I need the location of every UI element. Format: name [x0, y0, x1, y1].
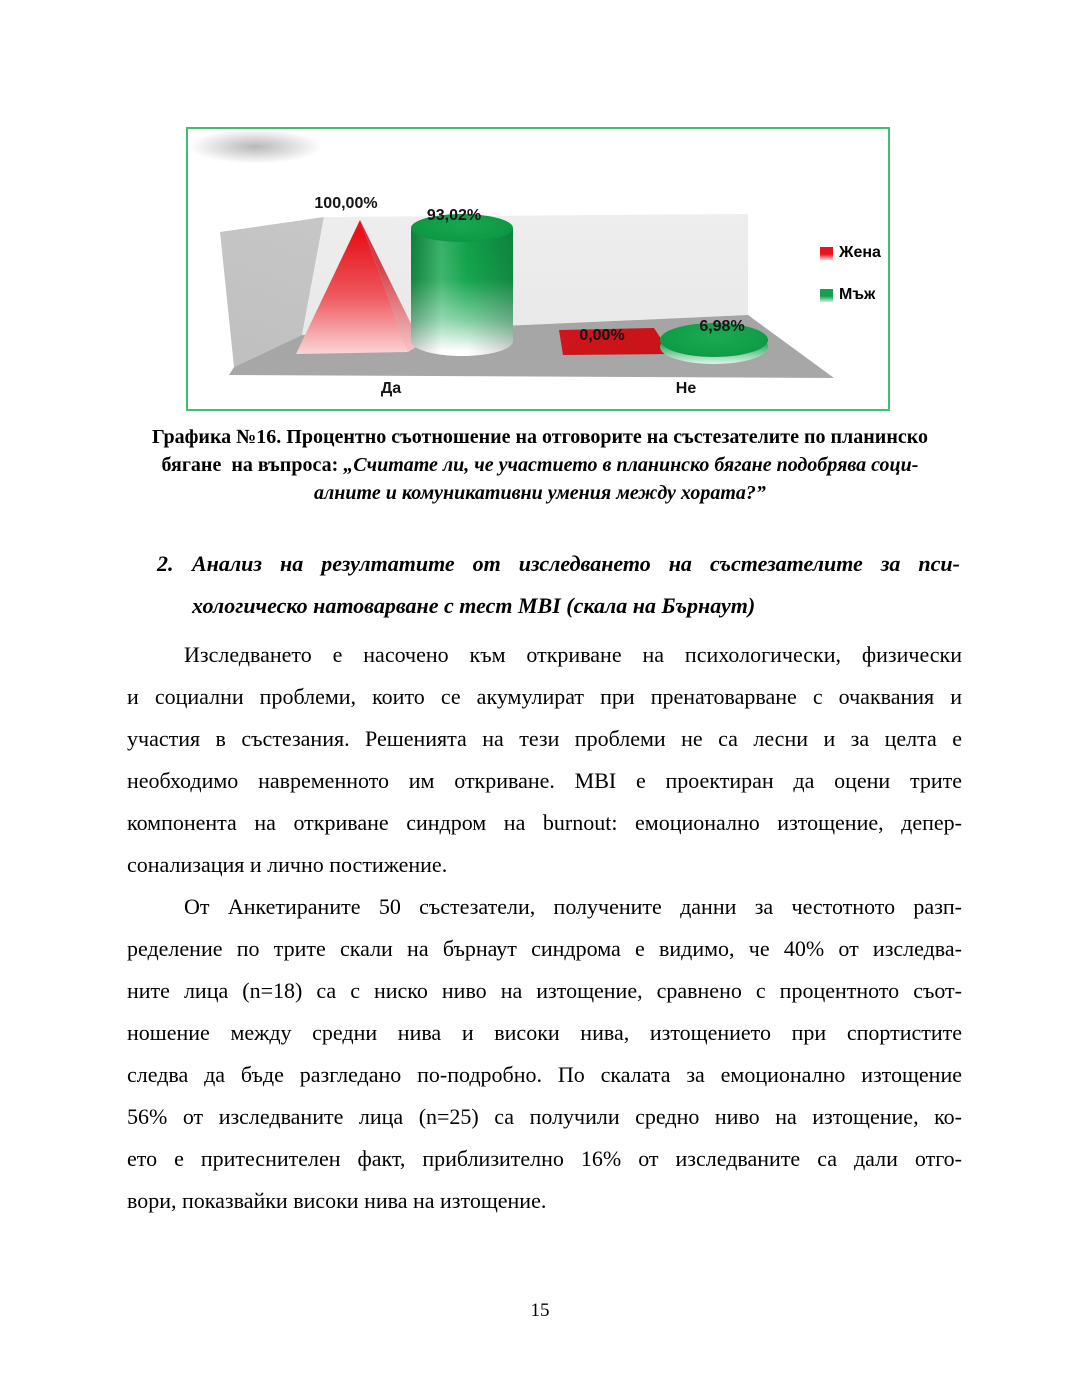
text-line: следва да бъде разгледано по-подробно. По скалата за емоционално изтощение: [127, 1062, 962, 1087]
text-line: ношение между средни нива и високи нива, изтощението при спортистите: [127, 1020, 962, 1045]
text-line: Изследването е насочено към откриване на психологически, физически: [184, 642, 962, 667]
text-line: ределение по трите скали на бърнаут синдрома е видимо, че 40% от изследва-: [127, 936, 962, 961]
caption-line: [112, 423, 968, 451]
section-heading: [157, 543, 960, 627]
value-label-no-female: 0,00%: [579, 327, 625, 344]
value-label-yes-male: 93,02%: [426, 207, 482, 224]
cylinder-shadow: [188, 129, 323, 164]
heading-line: хологическо натоварване с тест MBI (скала на Бърнаут): [192, 593, 756, 618]
legend-swatch-male-icon: [820, 289, 833, 302]
legend-item-female: [820, 244, 881, 262]
category-label-no: Не: [675, 380, 697, 397]
text-line: необходимо навременното им откриване. MBI е проектиран да оцени трите: [127, 768, 962, 793]
value-label-yes-female: 100,00%: [314, 195, 378, 212]
legend-swatch-female-icon: [820, 247, 833, 260]
text-line: компонента на откриване синдром на burnout: емоционално изтощение, депер-: [127, 810, 962, 835]
legend-label-female: Жена: [839, 244, 881, 261]
chart-legend: [820, 244, 881, 304]
paragraph-1: [127, 634, 962, 886]
text-line: ните лица (n=18) са с ниско ниво на изтощение, сравнено с процентното съот-: [127, 978, 962, 1003]
cylinder-body-yes-male: [411, 228, 513, 356]
text-line: участия в състезания. Решенията на тези проблеми не са лесни и за целта е: [127, 726, 962, 751]
caption-line: [112, 479, 968, 507]
paragraph-2: [127, 886, 962, 1222]
body-text: [127, 634, 962, 1222]
caption-quote-text: алните и комуникативни умения между хората?”: [314, 482, 766, 504]
caption-quote-text: „Считате ли, че участието в планинско бягане подобрява соци-: [343, 454, 919, 476]
text-line: От Анкетираните 50 състезатели, получените данни за честотното разп-: [184, 894, 962, 919]
text-line: и социални проблеми, които се акумулират при пренатоварване с очаквания и: [127, 684, 962, 709]
caption-line: [112, 451, 968, 479]
caption-text: бягане на въпроса:: [161, 454, 344, 476]
caption-text: Графика №16. Процентно съотношение на отговорите на състезателите по планинско: [152, 426, 928, 448]
heading-line: Анализ на резултатите от изследването на състезателите за пси-: [192, 551, 960, 576]
text-line: сонализация и лично постижение.: [127, 852, 448, 877]
text-line: ето е притеснителен факт, приблизително 16% от изследваните са дали отго-: [127, 1146, 962, 1171]
figure-chart-16: [186, 127, 890, 411]
category-label-yes: Да: [380, 380, 402, 397]
page-number: 15: [530, 1300, 550, 1321]
text-line: вори, показвайки високи нива на изтощение.: [127, 1188, 547, 1213]
section-title: [192, 543, 960, 627]
legend-label-male: Мъж: [839, 286, 876, 303]
text-line: 56% от изследваните лица (n=25) са получили средно ниво на изтощение, ко-: [127, 1104, 962, 1129]
value-label-no-male: 6,98%: [699, 318, 745, 335]
legend-item-male: [820, 286, 881, 304]
figure-caption: [112, 423, 968, 507]
section-number: 2.: [157, 551, 174, 576]
chart-3d-scene: [188, 129, 888, 409]
